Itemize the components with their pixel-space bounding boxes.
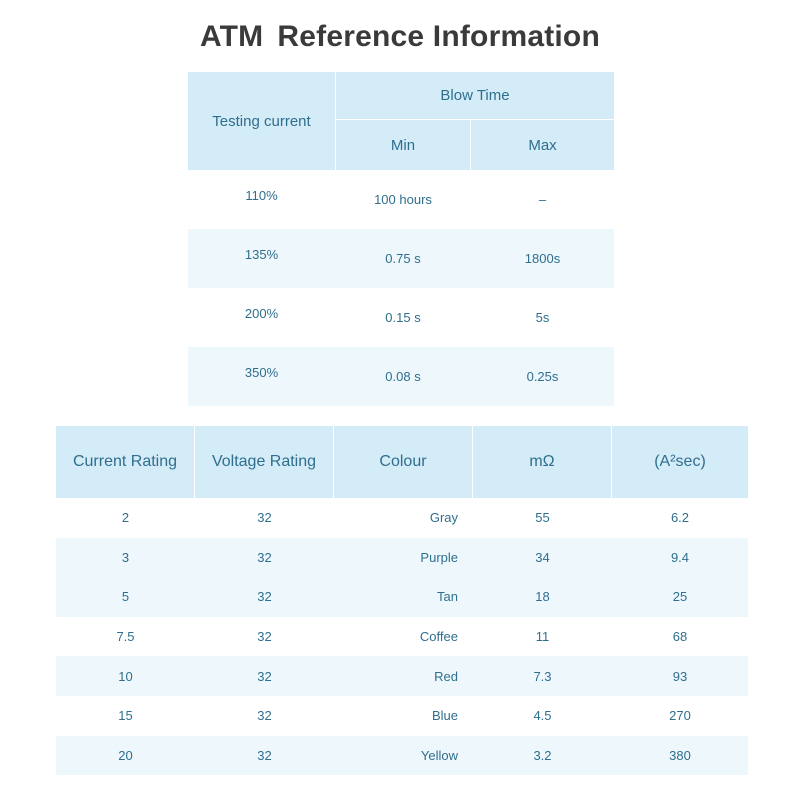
table-row [56, 656, 748, 696]
cell-min: 0.75 s [385, 251, 421, 266]
title-atm: ATM [200, 20, 264, 53]
cell-i2t: 380 [669, 747, 691, 763]
cell-voltage: 32 [257, 629, 272, 645]
table-row [188, 229, 614, 288]
header-resistance: mΩ [473, 426, 612, 498]
cell-current: 7.5 [116, 629, 135, 645]
cell-voltage: 32 [257, 510, 272, 526]
cell-i2t: 270 [669, 708, 691, 724]
cell-testing-current: 110% [245, 188, 278, 203]
cell-testing-current: 200% [244, 306, 279, 321]
rating-table-header [56, 426, 748, 498]
cell-i2t: 68 [672, 629, 688, 645]
cell-voltage: 32 [257, 668, 272, 684]
cell-current: 2 [121, 510, 130, 526]
cell-i2t: 25 [672, 589, 688, 605]
cell-current: 5 [121, 589, 130, 605]
cell-colour: Gray [429, 510, 458, 526]
cell-colour: Purple [420, 549, 458, 565]
cell-voltage: 32 [257, 708, 272, 724]
cell-testing-current: 350% [244, 365, 279, 380]
page-title [0, 20, 800, 54]
cell-i2t: 9.4 [670, 549, 690, 565]
blow-time-table-header [188, 72, 614, 170]
cell-min: 0.08 s [385, 369, 421, 384]
header-i2t: (A²sec) [654, 453, 706, 470]
table-row [56, 617, 748, 657]
cell-resistance: 3.2 [533, 747, 552, 763]
header-min: Min [336, 120, 471, 170]
table-row [188, 170, 614, 229]
cell-colour: Blue [431, 708, 458, 724]
cell-max: 0.25s [526, 369, 559, 384]
cell-colour: Yellow [420, 747, 458, 763]
cell-voltage: 32 [257, 549, 272, 565]
cell-current: 3 [121, 549, 130, 565]
header-colour: Colour [334, 426, 473, 498]
cell-i2t: 6.2 [670, 510, 690, 526]
cell-max: 5s [535, 310, 550, 325]
header-current-rating: Current Rating [56, 426, 195, 498]
table-row [56, 736, 748, 776]
cell-min: 100 hours [374, 192, 432, 207]
table-row [56, 498, 748, 538]
cell-colour: Red [434, 668, 458, 684]
rating-table [56, 426, 748, 775]
header-max: Max [528, 136, 557, 154]
cell-resistance: 7.3 [533, 668, 552, 684]
cell-i2t: 93 [672, 668, 688, 684]
cell-colour: Coffee [419, 629, 458, 645]
cell-resistance: 55 [535, 510, 550, 526]
table-row [56, 577, 748, 617]
table-row [56, 538, 748, 578]
blow-time-table [188, 72, 614, 406]
table-row [188, 288, 614, 347]
title-reference: Reference Information [277, 20, 600, 53]
cell-current: 20 [118, 747, 133, 763]
table-row [188, 347, 614, 406]
cell-current: 15 [118, 708, 133, 724]
cell-min: 0.15 s [385, 310, 421, 325]
cell-max: – [538, 192, 547, 207]
cell-testing-current: 135% [244, 247, 279, 262]
cell-resistance: 18 [535, 589, 550, 605]
header-blow-time: Blow Time [336, 72, 614, 120]
header-testing-current: Testing current [188, 72, 336, 170]
cell-current: 10 [118, 668, 133, 684]
cell-voltage: 32 [257, 747, 272, 763]
cell-resistance: 11 [535, 629, 550, 645]
table-row [56, 696, 748, 736]
cell-resistance: 4.5 [533, 708, 552, 724]
cell-max: 1800s [524, 251, 561, 266]
cell-resistance: 34 [535, 549, 550, 565]
header-voltage-rating: Voltage Rating [195, 426, 334, 498]
cell-voltage: 32 [257, 589, 272, 605]
cell-colour: Tan [437, 589, 458, 605]
